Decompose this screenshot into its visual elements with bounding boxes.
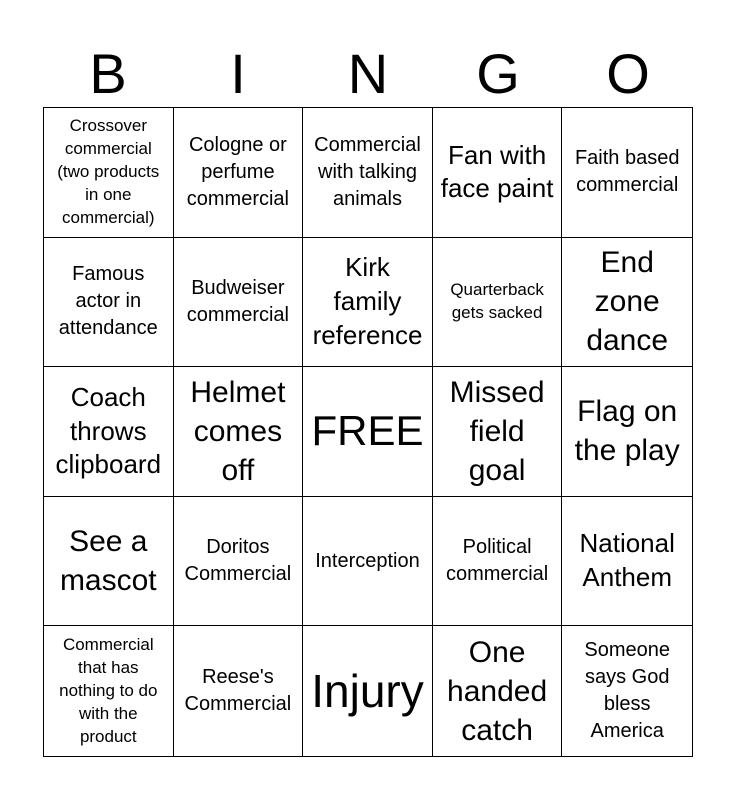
header-letter-n: N [347, 42, 389, 105]
bingo-cell[interactable] [44, 108, 174, 238]
bingo-board [43, 107, 693, 757]
bingo-cell[interactable] [44, 497, 174, 627]
bingo-cell[interactable] [44, 367, 174, 497]
bingo-cell[interactable] [174, 367, 304, 497]
cell-text: Political commercial [445, 536, 549, 586]
bingo-cell[interactable] [562, 367, 692, 497]
cell-text: Someone says God bless America [584, 639, 670, 743]
bingo-cell[interactable] [303, 238, 433, 368]
bingo-cell[interactable] [433, 108, 563, 238]
bingo-cell[interactable] [303, 108, 433, 238]
free-space-cell[interactable] [303, 367, 433, 497]
bingo-cell[interactable] [562, 108, 692, 238]
header-letter-b: B [89, 42, 127, 105]
cell-text: Helmet comes off [190, 375, 286, 487]
bingo-cell[interactable] [303, 626, 433, 756]
cell-text: Commercial with talking animals [314, 133, 421, 210]
cell-text: Crossover commercial (two products in one commercial) [57, 115, 160, 227]
header-letter-i: I [230, 42, 246, 105]
cell-text: Fan with face paint [440, 139, 554, 204]
bingo-cell[interactable] [562, 626, 692, 756]
cell-text: National Anthem [579, 528, 675, 593]
bingo-header [43, 40, 693, 108]
bingo-cell[interactable] [562, 238, 692, 368]
bingo-cell[interactable] [174, 238, 304, 368]
free-space-text: FREE [311, 407, 424, 455]
cell-text: Faith based commercial [574, 147, 680, 197]
bingo-cell[interactable] [433, 497, 563, 627]
header-letter-g: G [476, 42, 520, 105]
bingo-cell[interactable] [433, 367, 563, 497]
cell-text: Interception [315, 549, 420, 572]
cell-text: Reese's Commercial [184, 666, 292, 716]
cell-text: Injury [311, 664, 424, 717]
cell-text: Missed field goal [449, 375, 545, 487]
cell-text: Coach throws clipboard [55, 381, 162, 480]
cell-text: Budweiser commercial [186, 276, 290, 326]
header-letter-o: O [606, 42, 650, 105]
bingo-cell[interactable] [303, 497, 433, 627]
bingo-cell[interactable] [174, 626, 304, 756]
bingo-cell[interactable] [433, 626, 563, 756]
bingo-cell[interactable] [174, 108, 304, 238]
cell-text: See a mascot [59, 525, 157, 598]
cell-text: End zone dance [586, 246, 669, 358]
cell-text: One handed catch [447, 635, 548, 747]
cell-text: Famous actor in attendance [58, 263, 158, 340]
cell-text: Kirk family reference [312, 252, 423, 350]
cell-text: Quarterback gets sacked [450, 279, 544, 322]
bingo-cell[interactable] [433, 238, 563, 368]
bingo-cell[interactable] [44, 238, 174, 368]
bingo-cell[interactable] [174, 497, 304, 627]
cell-text: Flag on the play [574, 395, 680, 468]
bingo-cell[interactable] [562, 497, 692, 627]
cell-text: Commercial that has nothing to do with the product [59, 634, 158, 746]
cell-text: Cologne or perfume commercial [186, 133, 290, 210]
bingo-cell[interactable] [44, 626, 174, 756]
cell-text: Doritos Commercial [184, 536, 292, 586]
